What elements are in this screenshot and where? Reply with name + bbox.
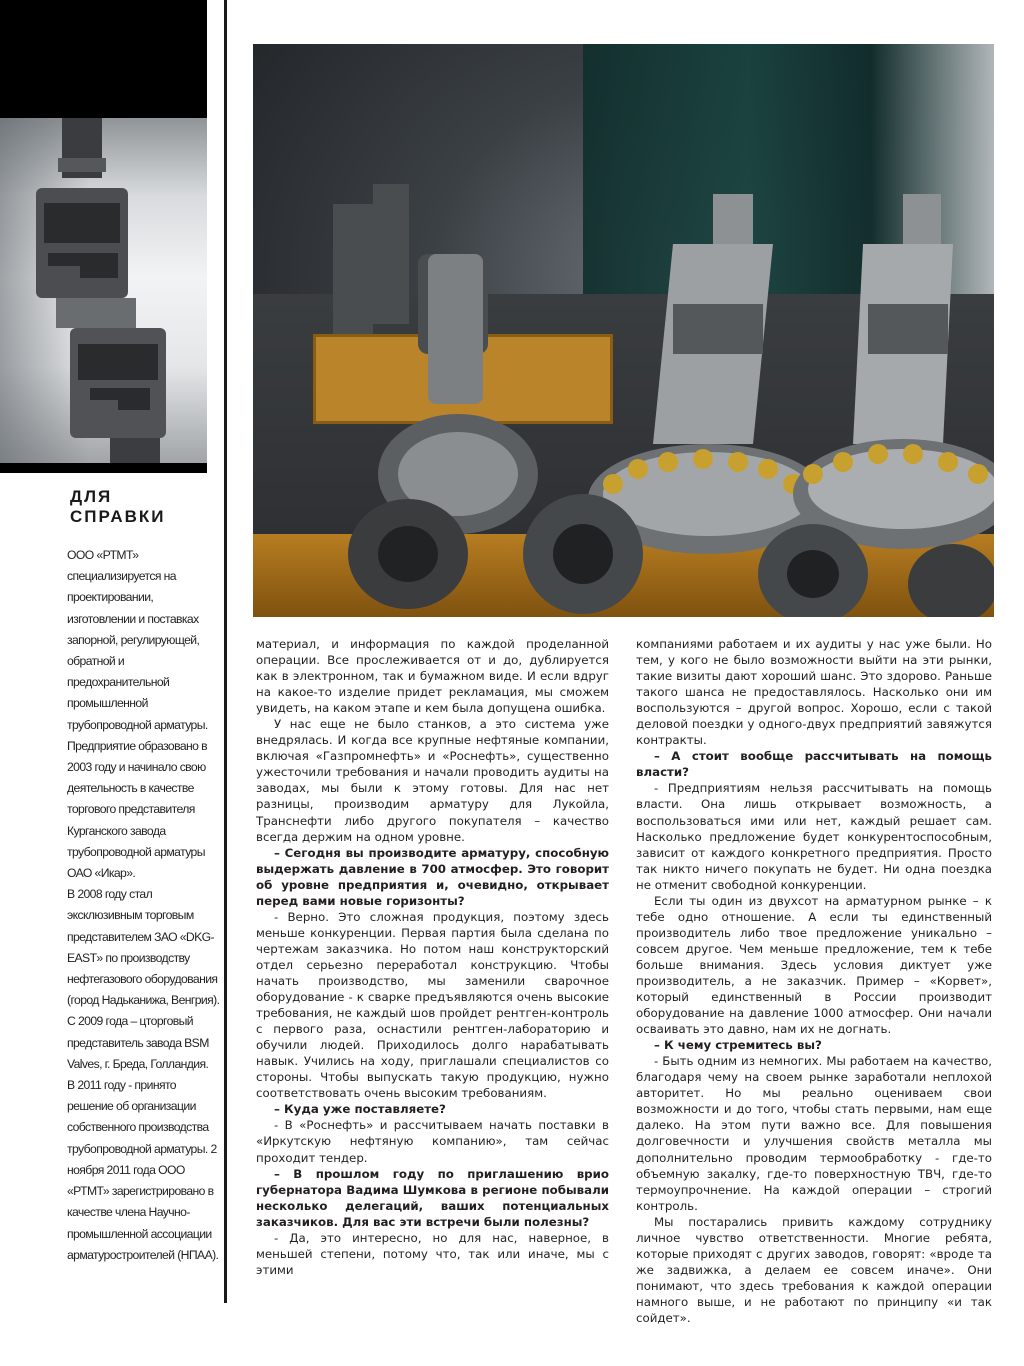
sidebar-paragraph: С 2009 года – цторговый представитель завода BSM Valves, г. Бреда, Голландия. — [67, 1014, 209, 1071]
sidebar-heading-line1: ДЛЯ — [70, 487, 113, 506]
sidebar-heading-line2: СПРАВКИ — [70, 507, 166, 526]
article-paragraph: Мы постарались привить каждому сотруднику личное чувство ответственности. Многие ребята, которые приходят с других заводов, говорят: «вроде та же задвижка, а делаем ее совсем иначе». Они понимают, что здесь требования к каждой операции намного выше, и не работают по принципу «и так сойдет». — [636, 1214, 992, 1325]
coupling-illustration — [0, 118, 207, 473]
article-paragraph: компаниями работаем и их аудиты у нас уже были. Но тем, у кого не было возможности выйти на эти рынки, такие визиты дают хороший шанс. Это здорово. Раньше такого шанса не предоставлялось. Насколько они им воспользуются – другой вопрос. Хорошо, если с такой деловой поездки у одного-двух предприятий завяжутся контракты. — [636, 637, 992, 748]
article-column-right — [636, 636, 992, 1326]
sidebar-reference-text — [67, 545, 220, 1266]
sidebar-paragraph: В 2011 году - принято решение об организации собственного производства трубопроводной арматуры. 2 ноября 2011 года ООО «РТМТ» зарегистрировано в качестве члена Научно-промышленной ассоциации арматуростроителей (НПАА). — [67, 1078, 219, 1262]
interview-answer: - Верно. Это сложная продукция, поэтому здесь меньше конкуренции. Первая партия была сделана по чертежам заказчика. Но потом наш конструкторский отдел серьезно переработал конструкцию. Чтобы начать производство, мы заменили сварочное оборудование - к сварке предъявляются очень высокие требования, не каждый шов пройдет рентген-контроль с первого раза, оснастили рентген-лабораторию и обучили людей. Приходилось долго нарабатывать навык. Учились на ходу, приглашали специалистов со стороны. Чтобы выпускать такую продукцию, нужно соответствовать очень высоким требованиям. — [256, 909, 609, 1101]
sidebar-heading — [70, 487, 220, 527]
valves-illustration — [253, 44, 994, 617]
interview-question: – А стоит вообще рассчитывать на помощь власти? — [636, 749, 992, 780]
interview-question: – К чему стремитесь вы? — [654, 1038, 822, 1053]
interview-answer: - Да, это интересно, но для нас, наверное, в меньшей степени, потому что, так или иначе, мы с этими — [256, 1230, 609, 1277]
interview-question: – В прошлом году по приглашению врио губернатора Вадима Шумкова в регионе побывали несколько делегаций, ваших потенциальных заказчиков. Для вас эти встречи были полезны? — [256, 1166, 609, 1229]
interview-question: – Куда уже поставляете? — [274, 1102, 446, 1117]
vertical-divider — [224, 0, 227, 1303]
article-paragraph: Если ты один из двухсот на арматурном рынке – к тебе одно отношение. А если ты единственный производитель либо твое предложение уникально – совсем другое. Чем меньше предложение, тем к тебе больше внимания. Здесь условия диктует уже производитель, а не заказчик. Пример – «Корвет», который единственный в России производит оборудование на давление 1000 атмосфер. Они начали осваивать это давно, нам их не догнать. — [636, 893, 992, 1037]
sidebar-paragraph: В 2008 году стал эксклюзивным торговым представителем ЗАО «DKG-EAST» по производству нефтегазового оборудования (город Надьканижа, Венгрия). — [67, 887, 220, 1008]
valve-coupling-photo — [0, 118, 207, 473]
interview-answer: - В «Роснефть» и рассчитываем начать поставки в «Иркутскую нефтяную компанию», там сейчас проходит тендер. — [256, 1118, 609, 1165]
sidebar-paragraph: Предприятие образовано в 2003 году и начинало свою деятельность в качестве торгового представителя Курганского завода трубопроводной арматуры ОАО «Икар». — [67, 738, 207, 881]
interview-answer: - Предприятиям нельзя рассчитывать на помощь власти. Она лишь открывает возможность, а воспользоваться ими или нет, каждый решает сам. Насколько предложение будет конкурентоспособным, зависит от каждого конкретного предприятия. Просто так никто ничего покупать не будет. Ни одна поездка не отменит свободной конкуренции. — [636, 781, 992, 892]
sidebar-paragraph: ООО «РТМТ» специализируется на проектировании, изготовлении и поставках запорной, регулирующей, обратной и предохранительной промышленной трубопроводной арматуры. — [67, 548, 208, 732]
interview-question: – Сегодня вы производите арматуру, способную выдержать давление в 700 атмосфер. Это говорит об уровне предприятия и, очевидно, открывает перед вами новые горизонты? — [256, 845, 609, 908]
valves-factory-photo — [253, 44, 994, 617]
article-column-middle — [256, 636, 609, 1278]
interview-answer: - Быть одним из немногих. Мы работаем на качество, благодаря чему на своем рынке заработали неплохой авторитет. Но мы реально оцениваем свои возможности и до того, чтобы стать первыми, нам еще далеко. На этом пути важно все. Для повышения долговечности и улучшения свойств металла мы дополнительно проводим термообработку - где-то объемную закалку, где-то поверхностную ТВЧ, где-то термоупрочнение. На каждой операции – строгий контроль. — [636, 1054, 992, 1213]
article-paragraph: материал, и информация по каждой проделанной операции. Все прослеживается от и до, дублируется как в электронном, так и бумажном виде. И если вдруг на какое-то изделие придет рекламация, мы сможем увидеть, на каком этапе и кем была допущена ошибка. — [256, 637, 609, 716]
article-paragraph: У нас еще не было станков, а это система уже внедрялась. И когда все крупные нефтяные компании, включая «Газпромнефть» и «Роснефть», существенно ужесточили требования и начали проводить аудиты на заводах, мы были к этому готовы. Для нас нет разницы, производим арматуру для Лукойла, Транснефти либо другого покупателя – качество всегда держим на одном уровне. — [256, 717, 609, 844]
top-black-block — [0, 0, 207, 118]
